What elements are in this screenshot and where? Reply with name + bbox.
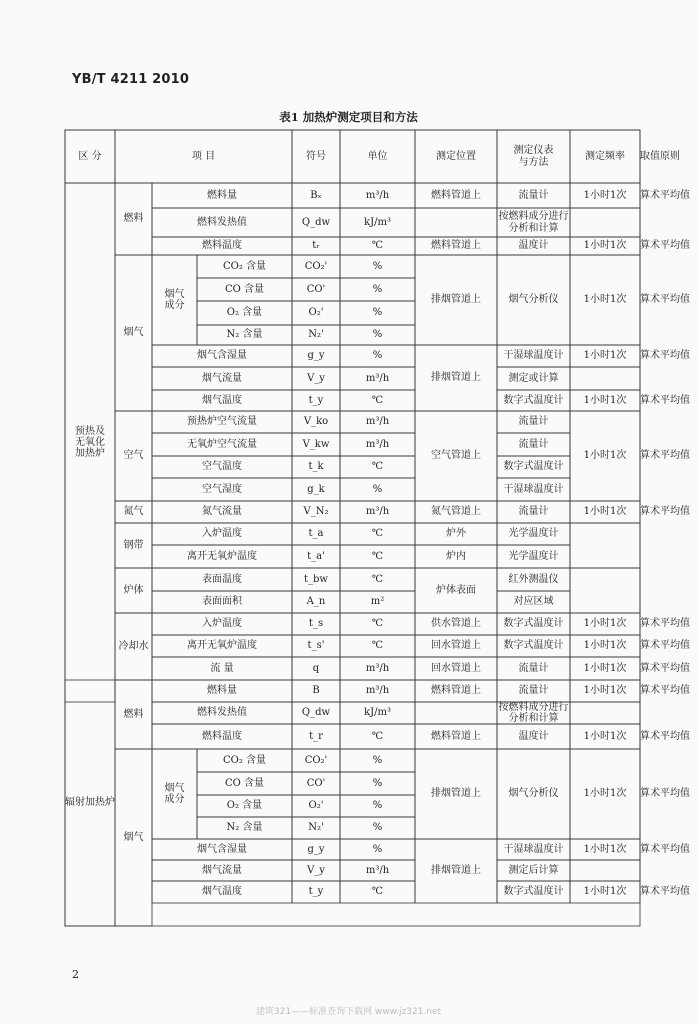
table-cell: 燃料量 — [207, 189, 237, 201]
table-cell: 算术平均值 — [640, 662, 690, 674]
table-cell: 测定后计算 — [508, 864, 559, 876]
table-cell: 燃料发热值 — [197, 216, 247, 228]
table-cell: 离开无氧炉温度 — [187, 550, 257, 562]
table-cell: CO' — [306, 283, 326, 295]
table-cell: O₂' — [308, 800, 324, 812]
table-cell: 光学温度计 — [508, 550, 559, 562]
table-cell: 烟气含湿量 — [197, 350, 247, 362]
table-cell: 算术平均值 — [640, 240, 690, 252]
header-cell: 测定位置 — [436, 150, 476, 162]
table-cell: 炉外 — [446, 528, 466, 540]
header-cell: 符号 — [306, 150, 326, 162]
table-cell: CO 含量 — [224, 777, 265, 789]
table-cell: kJ/m³ — [364, 216, 391, 228]
table-cell: 1小时1次 — [583, 394, 627, 406]
header-cell: 测定频率 — [585, 150, 625, 162]
table-cell: 对应区域 — [513, 596, 554, 608]
table-cell: 烟气流量 — [202, 372, 242, 384]
table-cell: t_y — [308, 394, 324, 406]
table-cell: 1小时1次 — [583, 240, 627, 252]
header-cell: 区 分 — [78, 150, 102, 162]
table-cell: % — [372, 800, 383, 812]
table-cell: 干湿球温度计 — [503, 483, 564, 495]
table-cell: m³/h — [365, 864, 390, 876]
table-cell: tᵣ — [312, 240, 320, 252]
table-cell: 干湿球温度计 — [503, 350, 564, 362]
page-number: 2 — [72, 968, 79, 981]
table-cell: 流 量 — [210, 662, 234, 674]
table-cell: % — [372, 350, 383, 362]
table-cell: 数字式温度计 — [503, 618, 564, 630]
table-cell: 烟气分析仪 — [508, 294, 559, 306]
table-cell: 燃料温度 — [202, 730, 242, 742]
table-cell: 排烟管道上 — [431, 865, 481, 877]
table-cell: 烟气温度 — [202, 394, 242, 406]
table-cell: CO₂ 含量 — [222, 260, 267, 272]
table-cell: 空气 — [123, 450, 144, 462]
table-cell: V_y — [307, 372, 325, 384]
table-cell: m³/h — [365, 685, 390, 697]
table-cell: 炉体表面 — [436, 584, 476, 596]
table-cell: 回水管道上 — [431, 640, 481, 652]
table-cell: 算术平均值 — [640, 450, 690, 462]
table-cell: 回水管道上 — [431, 662, 481, 674]
table-cell: 算术平均值 — [640, 294, 690, 306]
table-cell: 温度计 — [518, 730, 549, 742]
table-cell: 流量计 — [518, 416, 549, 428]
table-cell: 空气湿度 — [202, 483, 242, 495]
table-cell: 燃料温度 — [202, 240, 242, 252]
table-cell: 空气温度 — [202, 461, 242, 473]
table-cell: O₂ 含量 — [226, 800, 263, 812]
table-cell: CO₂' — [304, 260, 328, 272]
table-cell: t_y — [308, 886, 324, 898]
table-cell: O₂ 含量 — [226, 307, 263, 319]
table-cell: % — [372, 329, 383, 341]
table-cell: 烟气分析仪 — [508, 788, 559, 800]
table-cell: 1小时1次 — [583, 450, 627, 462]
table-cell: g_y — [307, 843, 325, 855]
table-cell: 算术平均值 — [640, 843, 690, 855]
table-cell: ℃ — [371, 730, 384, 742]
table-cell: 按燃料成分进行 分析和计算 — [498, 211, 569, 234]
table-cell: 入炉温度 — [202, 618, 242, 630]
table-cell: ℃ — [371, 886, 384, 898]
table-cell: V_y — [307, 864, 325, 876]
header-cell: 项 目 — [191, 150, 216, 162]
table-cell: 燃料 — [123, 213, 144, 225]
table-cell: 按燃料成分进行 分析和计算 — [498, 701, 569, 724]
table-cell: 温度计 — [518, 240, 549, 252]
table-cell: 算术平均值 — [640, 886, 690, 898]
table-cell: 流量计 — [518, 506, 549, 518]
table-cell: 燃料管道上 — [431, 685, 481, 697]
table-cell: 烟气 — [123, 327, 144, 339]
table-cell: 烟气 — [123, 831, 144, 843]
table-cell: t_a' — [307, 550, 325, 562]
table-caption: 表1 加热炉测定项目和方法 — [279, 110, 418, 124]
table-cell: 1小时1次 — [583, 886, 627, 898]
table-cell: t_r — [309, 730, 323, 742]
table-cell: t_s' — [307, 640, 325, 652]
table-cell: 算术平均值 — [640, 788, 690, 800]
table-cell: 无氧炉空气流量 — [187, 438, 257, 450]
table-cell: % — [372, 283, 383, 295]
table-cell: 燃料管道上 — [431, 240, 481, 252]
table-cell: m³/h — [365, 372, 390, 384]
table-cell: 1小时1次 — [583, 843, 627, 855]
table-cell: N₂ 含量 — [226, 822, 263, 834]
table-cell: m³/h — [365, 506, 390, 518]
table-cell: 流量计 — [518, 662, 549, 674]
table-cell: 算术平均值 — [640, 394, 690, 406]
table-cell: 炉体 — [123, 584, 144, 596]
table-cell: ℃ — [371, 461, 384, 473]
table-cell: CO₂' — [304, 754, 328, 766]
table-cell: t_s — [308, 618, 324, 630]
table-cell: B — [312, 685, 320, 697]
table-cell: 数字式温度计 — [503, 461, 564, 473]
table-cell: ℃ — [371, 573, 384, 585]
table-cell: % — [372, 777, 383, 789]
table-cell: t_bw — [304, 573, 328, 585]
table-cell: 1小时1次 — [583, 685, 627, 697]
table-cell: 燃料管道上 — [431, 189, 481, 201]
table-cell: CO₂ 含量 — [222, 754, 267, 766]
table-cell: 1小时1次 — [583, 618, 627, 630]
table-cell: 算术平均值 — [640, 640, 690, 652]
table-cell: m³/h — [365, 438, 390, 450]
table-cell: 算术平均值 — [640, 685, 690, 697]
table-cell: 烟气 成分 — [164, 782, 185, 805]
table-cell: N₂' — [308, 822, 324, 834]
table-cell: 辐射加热炉 — [65, 797, 115, 809]
table-cell: Q_dw — [301, 216, 331, 228]
table-cell: 烟气流量 — [202, 864, 242, 876]
watermark: 建筑321——标准查询下载网 www.jz321.net — [255, 1007, 442, 1017]
table-cell: 1小时1次 — [583, 662, 627, 674]
table-cell: % — [372, 307, 383, 319]
table-cell: 排烟管道上 — [431, 788, 481, 800]
table-cell: 测定或计算 — [508, 372, 559, 384]
table-cell: 数字式温度计 — [503, 394, 564, 406]
table-cell: 光学温度计 — [508, 528, 559, 540]
header-cell: 取值原则 — [640, 150, 680, 162]
table-cell: V_ko — [303, 416, 329, 428]
table-cell: 算术平均值 — [640, 506, 690, 518]
table-cell: O₂' — [308, 307, 324, 319]
table-cell: 排烟管道上 — [431, 372, 481, 384]
table-cell: 预热炉空气流量 — [187, 416, 257, 428]
table-cell: 烟气 成分 — [164, 288, 185, 311]
table-cell: ℃ — [371, 528, 384, 540]
table-cell: 烟气含湿量 — [197, 843, 247, 855]
table-cell: 红外测温仪 — [508, 573, 559, 585]
table-cell: 1小时1次 — [583, 189, 627, 201]
table-cell: 1小时1次 — [583, 506, 627, 518]
table-cell: q — [312, 662, 320, 674]
table-cell: 流量计 — [518, 685, 549, 697]
table-cell: % — [372, 483, 383, 495]
table-cell: ℃ — [371, 618, 384, 630]
table-cell: 流量计 — [518, 438, 549, 450]
table-cell: 数字式温度计 — [503, 886, 564, 898]
table-cell: A_n — [306, 596, 326, 608]
table-cell: m² — [370, 596, 385, 608]
table-cell: CO' — [306, 777, 326, 789]
table-cell: 氮气管道上 — [431, 506, 481, 518]
table-cell: 1小时1次 — [583, 788, 627, 800]
table-cell: 表面面积 — [202, 596, 242, 608]
table-cell: Bₓ — [310, 189, 322, 201]
table-cell: 冷却水 — [118, 640, 149, 652]
table-cell: ℃ — [371, 394, 384, 406]
table-cell: % — [372, 822, 383, 834]
table-cell: 预热及 无氧化 加热炉 — [75, 425, 105, 460]
table-cell: 算术平均值 — [640, 350, 690, 362]
table-cell: 供水管道上 — [431, 618, 481, 630]
table-cell: 燃料管道上 — [431, 730, 481, 742]
table-cell: 烟气温度 — [202, 886, 242, 898]
table-cell: % — [372, 260, 383, 272]
table-cell: 表面温度 — [202, 573, 242, 585]
table-cell: 1小时1次 — [583, 350, 627, 362]
table-cell: 空气管道上 — [431, 450, 481, 462]
table-cell: ℃ — [371, 640, 384, 652]
table-cell: V_N₂ — [303, 506, 329, 518]
table-cell: m³/h — [365, 662, 390, 674]
table-cell: N₂' — [308, 329, 324, 341]
table-cell: Q_dw — [301, 707, 331, 719]
header-cell: 测定仪表 与方法 — [513, 145, 554, 168]
table-cell: ℃ — [371, 240, 384, 252]
table-cell: 炉内 — [446, 550, 466, 562]
table-cell: % — [372, 754, 383, 766]
table-cell: N₂ 含量 — [226, 329, 263, 341]
table-cell: g_k — [307, 483, 325, 495]
table-cell: t_a — [308, 528, 324, 540]
table-cell: 氮气 — [123, 506, 144, 518]
table-cell: ℃ — [371, 550, 384, 562]
table-cell: m³/h — [365, 416, 390, 428]
table-cell: 算术平均值 — [640, 618, 690, 630]
table-cell: 氮气流量 — [202, 506, 242, 518]
table-cell: 燃料发热值 — [197, 707, 247, 719]
table-cell: 入炉温度 — [202, 528, 242, 540]
table-cell: g_y — [307, 350, 325, 362]
table-cell: 1小时1次 — [583, 730, 627, 742]
table-cell: CO 含量 — [224, 283, 265, 295]
table-cell: 钢带 — [123, 539, 144, 551]
table-cell: 离开无氧炉温度 — [187, 640, 257, 652]
table-cell: 流量计 — [518, 189, 549, 201]
table-cell: V_kw — [302, 438, 330, 450]
table-cell: t_k — [308, 461, 324, 473]
header-cell: 单位 — [367, 150, 388, 162]
document-code: YB/T 4211 2010 — [72, 72, 190, 87]
table-cell: 燃料 — [123, 708, 144, 720]
table-cell: 1小时1次 — [583, 640, 627, 652]
table-cell: 算术平均值 — [640, 189, 690, 201]
table-cell: 燃料量 — [207, 685, 237, 697]
table-cell: m³/h — [365, 189, 390, 201]
table-cell: kJ/m³ — [364, 707, 391, 719]
table-cell: 数字式温度计 — [503, 640, 564, 652]
table-cell: 排烟管道上 — [431, 294, 481, 306]
table-cell: 干湿球温度计 — [503, 843, 564, 855]
table-cell: 算术平均值 — [640, 730, 690, 742]
table-cell: % — [372, 843, 383, 855]
table-cell: 1小时1次 — [583, 294, 627, 306]
